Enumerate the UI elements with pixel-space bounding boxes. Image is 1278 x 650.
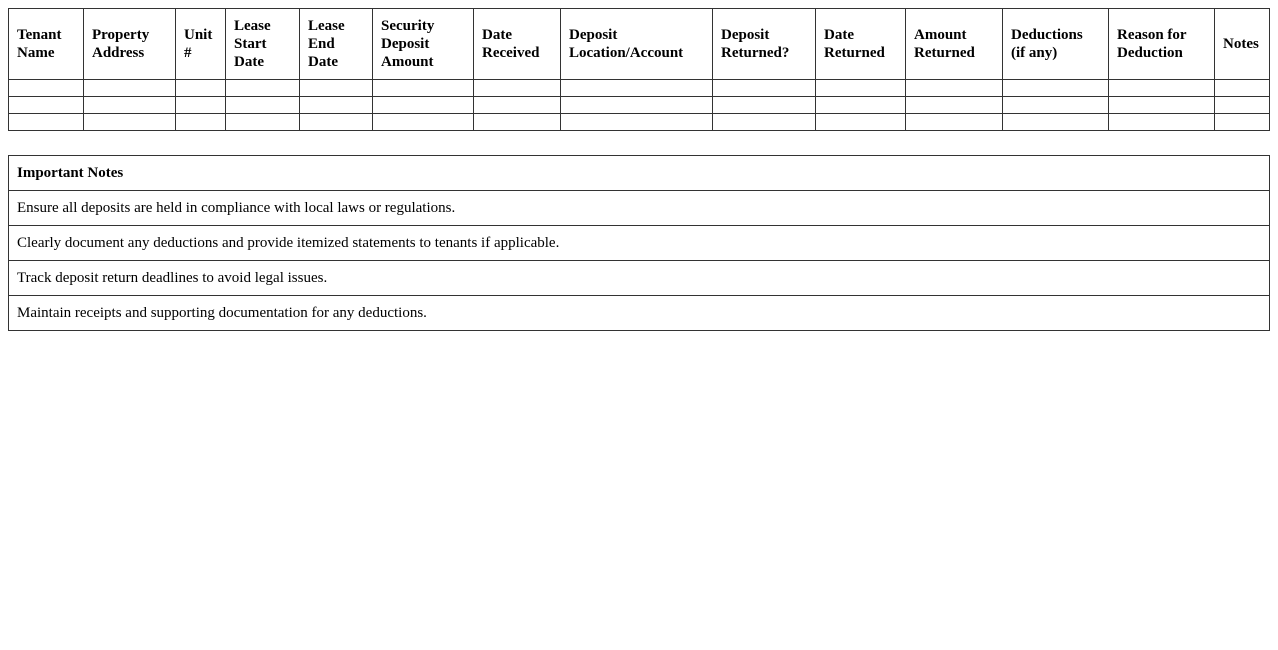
note-item: Track deposit return deadlines to avoid legal issues. (9, 261, 1270, 296)
table-cell[interactable] (1109, 114, 1215, 131)
note-row (9, 191, 1270, 226)
table-cell[interactable] (176, 97, 226, 114)
column-header-date-received: Date Received (474, 9, 561, 80)
table-cell[interactable] (9, 114, 84, 131)
table-cell[interactable] (226, 97, 300, 114)
table-cell[interactable] (474, 97, 561, 114)
table-cell[interactable] (906, 114, 1003, 131)
table-cell[interactable] (1003, 114, 1109, 131)
column-header-tenant-name: Tenant Name (9, 9, 84, 80)
security-deposit-table (8, 8, 1270, 131)
column-header-date-returned: Date Returned (816, 9, 906, 80)
table-cell[interactable] (84, 80, 176, 97)
table-cell[interactable] (226, 114, 300, 131)
table-cell[interactable] (9, 97, 84, 114)
table-cell[interactable] (474, 80, 561, 97)
table-cell[interactable] (300, 114, 373, 131)
table-cell[interactable] (373, 114, 474, 131)
table-cell[interactable] (1215, 114, 1270, 131)
table-cell[interactable] (816, 80, 906, 97)
note-row (9, 261, 1270, 296)
column-header-deposit-location: Deposit Location/Account (561, 9, 713, 80)
note-row (9, 296, 1270, 331)
column-header-deductions: Deductions (if any) (1003, 9, 1109, 80)
column-header-lease-end-date: Lease End Date (300, 9, 373, 80)
table-cell[interactable] (300, 97, 373, 114)
table-cell[interactable] (1215, 80, 1270, 97)
table-cell[interactable] (1109, 80, 1215, 97)
table-header-row (9, 9, 1270, 80)
notes-header-row (9, 156, 1270, 191)
column-header-notes: Notes (1215, 9, 1270, 80)
table-cell[interactable] (9, 80, 84, 97)
table-cell[interactable] (561, 80, 713, 97)
important-notes-table (8, 155, 1270, 331)
table-cell[interactable] (713, 114, 816, 131)
table-cell[interactable] (1215, 97, 1270, 114)
column-header-security-deposit-amount: Security Deposit Amount (373, 9, 474, 80)
column-header-amount-returned: Amount Returned (906, 9, 1003, 80)
table-cell[interactable] (176, 80, 226, 97)
note-item: Clearly document any deductions and provide itemized statements to tenants if applicable. (9, 226, 1270, 261)
table-cell[interactable] (561, 97, 713, 114)
table-cell[interactable] (474, 114, 561, 131)
note-item: Ensure all deposits are held in compliance with local laws or regulations. (9, 191, 1270, 226)
table-cell[interactable] (816, 114, 906, 131)
table-cell[interactable] (816, 97, 906, 114)
column-header-reason-for-deduction: Reason for Deduction (1109, 9, 1215, 80)
column-header-lease-start-date: Lease Start Date (226, 9, 300, 80)
table-cell[interactable] (561, 114, 713, 131)
table-cell[interactable] (713, 80, 816, 97)
table-cell[interactable] (226, 80, 300, 97)
table-cell[interactable] (1003, 80, 1109, 97)
table-cell[interactable] (300, 80, 373, 97)
table-cell[interactable] (84, 97, 176, 114)
table-row (9, 80, 1270, 97)
table-cell[interactable] (1003, 97, 1109, 114)
table-cell[interactable] (906, 80, 1003, 97)
table-row (9, 114, 1270, 131)
column-header-deposit-returned: Deposit Returned? (713, 9, 816, 80)
table-cell[interactable] (713, 97, 816, 114)
table-row (9, 97, 1270, 114)
table-cell[interactable] (906, 97, 1003, 114)
note-item: Maintain receipts and supporting documentation for any deductions. (9, 296, 1270, 331)
notes-title: Important Notes (9, 156, 1270, 191)
table-cell[interactable] (84, 114, 176, 131)
column-header-unit: Unit # (176, 9, 226, 80)
table-cell[interactable] (176, 114, 226, 131)
table-cell[interactable] (373, 97, 474, 114)
table-cell[interactable] (373, 80, 474, 97)
column-header-property-address: Property Address (84, 9, 176, 80)
note-row (9, 226, 1270, 261)
table-cell[interactable] (1109, 97, 1215, 114)
